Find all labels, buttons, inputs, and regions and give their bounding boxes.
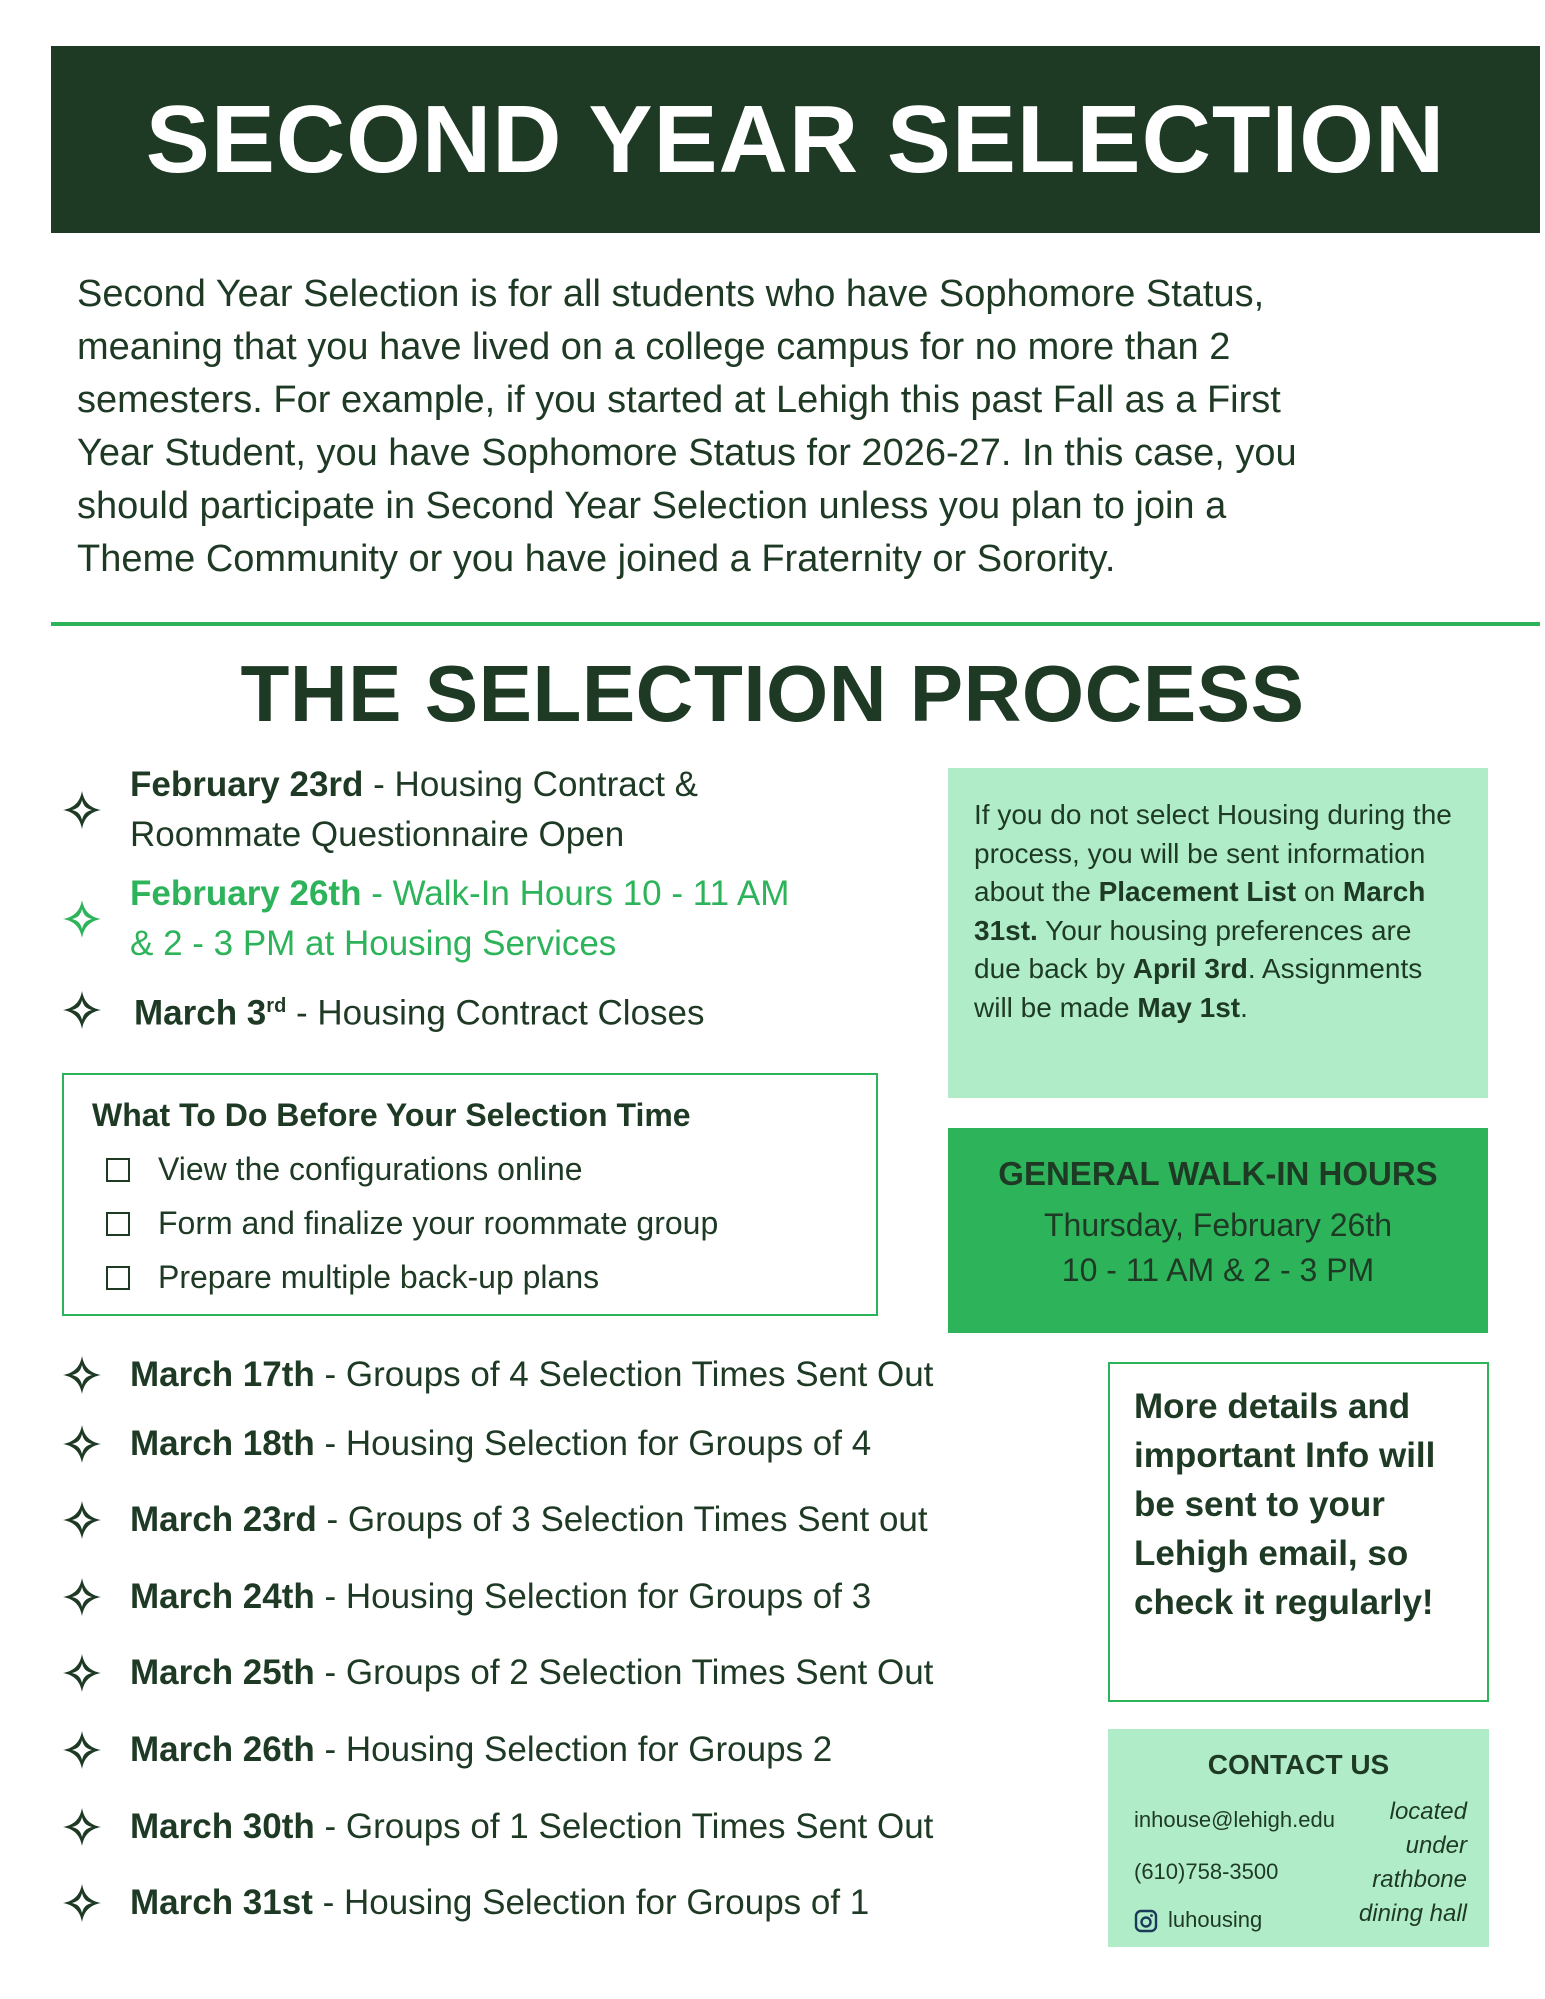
timeline-item [62,1419,871,1469]
event-date: March 26th [130,1730,315,1769]
star-bullet-icon [62,1424,102,1464]
todo-item [106,1151,583,1188]
page-title: SECOND YEAR SELECTION [145,85,1446,193]
todo-item-label: Form and finalize your roommate group [158,1205,719,1241]
todo-title: What To Do Before Your Selection Time [92,1097,691,1133]
todo-item [106,1205,718,1242]
event-desc: - Groups of 1 Selection Times Sent Out [314,1807,934,1846]
timeline-item-highlight [62,869,789,969]
star-bullet-icon [62,1883,102,1923]
contact-email[interactable]: inhouse@lehigh.edu [1134,1807,1335,1832]
event-date: March 23rd [130,1500,317,1539]
note-emphasis: March 31st. [974,876,1426,946]
event-date: March 31st [130,1883,313,1922]
checkbox[interactable] [106,1212,130,1236]
title-banner [51,46,1540,233]
location-line: rathbone [1372,1866,1467,1893]
note-text: If you do not select Housing during the process, you will be sent information about the [974,799,1452,907]
contact-location [1359,1795,1467,1931]
todo-item-label: View the configurations online [158,1151,583,1187]
timeline-item [62,1495,928,1545]
timeline-item [62,1648,933,1698]
star-bullet-icon [62,1500,102,1540]
event-desc: - Groups of 3 Selection Times Sent out [316,1500,928,1539]
divider [51,622,1540,626]
section-title: THE SELECTION PROCESS [240,649,1305,738]
note-text: . Assignments will be made [974,953,1423,1023]
star-bullet-icon [62,1730,102,1770]
event-date: March 18th [130,1424,315,1463]
event-date: March 3 [134,993,267,1033]
location-line: under [1405,1832,1467,1859]
contact-box [1108,1729,1489,1947]
timeline-item [62,1725,832,1775]
instagram-icon [1134,1909,1158,1933]
instagram-handle: luhousing [1168,1907,1263,1932]
event-desc: - Groups of 4 Selection Times Sent Out [314,1355,934,1394]
event-desc: - Groups of 2 Selection Times Sent Out [314,1653,934,1692]
note-text: . [1240,991,1248,1023]
event-date: March 25th [130,1653,315,1692]
event-desc: - Housing Contract & [363,765,699,804]
event-date: March 30th [130,1807,315,1846]
intro-line: Year Student, you have Sophomore Status for 2026-27. In this case, you [77,432,1297,474]
todo-box [62,1073,878,1316]
event-desc: - Walk-In Hours 10 - 11 AM [361,874,790,913]
event-desc: - Housing Contract Closes [286,993,705,1033]
star-bullet-icon [62,1653,102,1693]
star-bullet-icon [62,1577,102,1617]
event-date: February 23rd [130,765,364,804]
event-desc: - Housing Selection for Groups of 3 [314,1577,872,1616]
event-date: March 24th [130,1577,315,1616]
contact-instagram[interactable] [1134,1907,1262,1933]
location-line: dining hall [1358,1900,1467,1927]
intro-line: Second Year Selection is for all students who have Sophomore Status, [77,273,1265,315]
location-line: located [1389,1798,1467,1825]
event-date-suffix: rd [266,995,287,1017]
intro-line: semesters. For example, if you started at Lehigh this past Fall as a First [77,379,1281,421]
email-reminder-text: More details and important Info will be sent to your Lehigh email, so check it regularly! [1134,1387,1436,1622]
walkin-times: 10 - 11 AM & 2 - 3 PM [1061,1252,1375,1288]
note-emphasis: Placement List [1098,876,1297,907]
contact-phone[interactable]: (610)758-3500 [1134,1859,1279,1884]
walkin-title: GENERAL WALK-IN HOURS [998,1155,1438,1192]
star-bullet-icon [62,1807,102,1847]
star-bullet-icon [62,790,102,830]
note-text: on [1296,876,1343,907]
checkbox[interactable] [106,1266,130,1290]
walkin-hours-box [948,1128,1488,1333]
timeline-item [62,1878,869,1928]
todo-item [106,1259,599,1296]
intro-paragraph [77,268,1497,586]
event-desc: - Housing Selection for Groups of 4 [314,1424,872,1463]
timeline-item [62,1350,933,1400]
todo-item-label: Prepare multiple back-up plans [158,1259,600,1295]
intro-line: meaning that you have lived on a college campus for no more than 2 [77,326,1231,368]
star-bullet-icon [62,1355,102,1395]
event-desc: Roommate Questionnaire Open [130,815,625,854]
placement-note [948,768,1488,1098]
intro-line: should participate in Second Year Selection unless you plan to join a [77,485,1227,527]
event-date: February 26th [130,874,362,913]
timeline-item [62,760,698,860]
star-bullet-icon [62,990,102,1030]
note-text: Your housing preferences are due back by [974,914,1412,984]
walkin-date: Thursday, February 26th [1043,1207,1392,1243]
timeline-item [62,1572,871,1622]
checkbox[interactable] [106,1158,130,1182]
event-desc: - Housing Selection for Groups of 1 [312,1883,870,1922]
timeline-item [62,981,705,1039]
star-bullet-icon [62,899,102,939]
timeline-item [62,1802,933,1852]
note-emphasis: April 3rd [1132,953,1248,984]
event-date: March 17th [130,1355,315,1394]
intro-line: Theme Community or you have joined a Fraternity or Sorority. [77,538,1116,580]
contact-title: CONTACT US [1207,1749,1390,1780]
note-emphasis: May 1st [1137,991,1241,1023]
event-desc: & 2 - 3 PM at Housing Services [130,924,617,963]
email-reminder-box [1108,1362,1489,1702]
event-desc: - Housing Selection for Groups 2 [314,1730,833,1769]
